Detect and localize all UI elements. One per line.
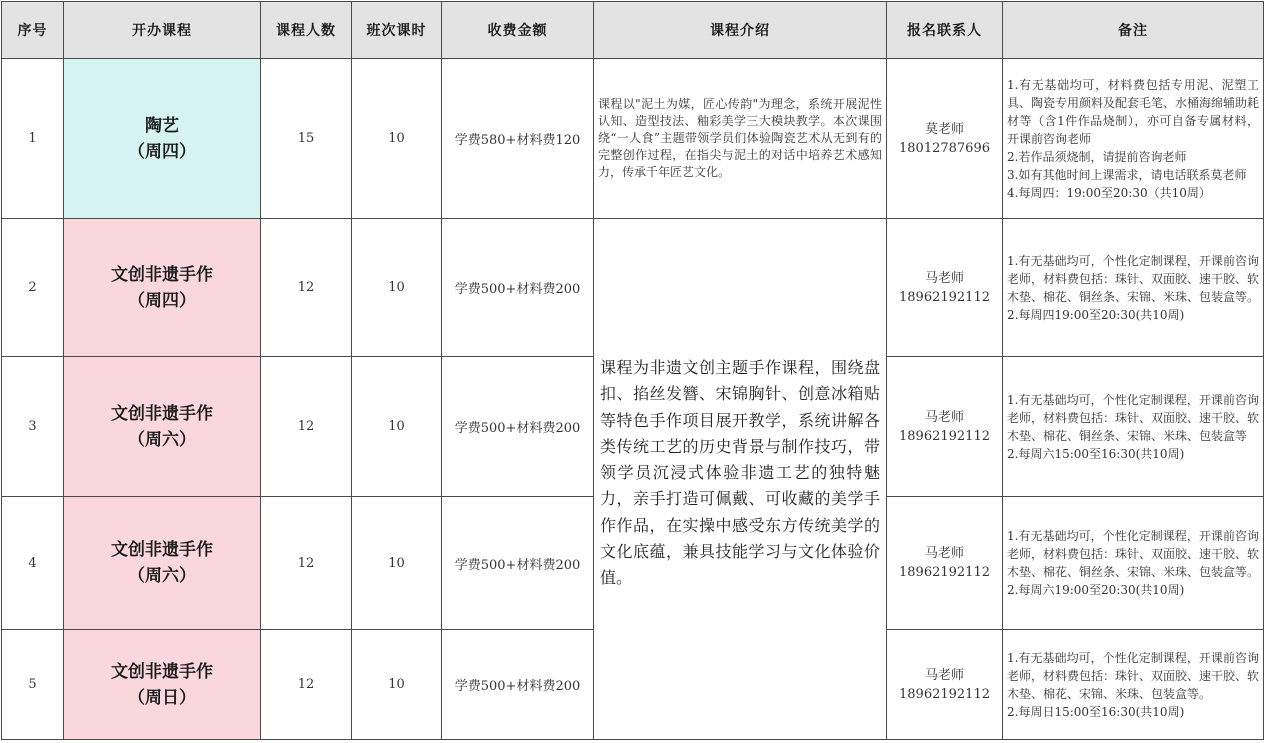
remark-line: 2.每周日15:00至16:30(共10周) xyxy=(1007,704,1185,719)
capacity-cell: 12 xyxy=(261,630,352,740)
remark-line: 1.有无基础均可，材料费包括专用泥、泥塑工具、陶瓷专用颜料及配套毛笔、水桶海绵辅助耗材等（含1件作品烧制），亦可自备专属材料，开课前咨询老师 xyxy=(1007,77,1260,146)
capacity-cell: 15 xyxy=(261,59,352,219)
course-name: 文创非遗手作 xyxy=(111,540,213,560)
remarks-cell xyxy=(1003,59,1264,219)
remark-line: 1.有无基础均可，个性化定制课程，开课前咨询老师，材料费包括：珠针、双面胶、速干胶、软木垫、棉花、铜丝条、宋锦、米珠、包装盒等 xyxy=(1007,392,1260,443)
contact-name: 马老师 xyxy=(924,667,964,683)
header-remarks: 备注 xyxy=(1003,2,1264,59)
course-name: 文创非遗手作 xyxy=(111,264,213,285)
header-contact: 报名联系人 xyxy=(887,2,1003,59)
shared-intro-cell xyxy=(594,219,887,740)
fee-cell: 学费500+材料费200 xyxy=(442,357,594,497)
remarks-cell xyxy=(1003,630,1264,740)
contact-phone: 18962192112 xyxy=(899,428,990,444)
remark-line: 2.每周六19:00至20:30(共10周) xyxy=(1007,583,1185,597)
course-name: 文创非遗手作 xyxy=(111,403,213,424)
shared-intro-text: 课程为非遗文创主题手作课程，围绕盘扣、掐丝发簪、宋锦胸针、创意冰箱贴等特色手作项目展开教学，系统讲解各类传统工艺的历史背景与制作技巧，带领学员沉浸式体验非遗工艺的独特魅力，亲手打造可佩戴、可收藏的美学手作作品，在实操中感受东方传统美学的文化底蕴，兼具技能学习与文化体验价值。 xyxy=(600,358,880,588)
remarks-cell xyxy=(1003,357,1264,497)
header-fee: 收费金额 xyxy=(442,2,594,59)
remark-line: 4.每周四：19:00至20:30（共10周） xyxy=(1007,185,1211,200)
course-day: （周六） xyxy=(128,566,196,586)
contact-phone: 18962192112 xyxy=(899,686,990,702)
remark-line: 2.每周四19:00至20:30(共10周) xyxy=(1007,307,1185,322)
course-day: （周六） xyxy=(128,429,196,450)
course-table xyxy=(1,1,1264,740)
course-name: 文创非遗手作 xyxy=(111,661,213,682)
capacity-cell: 12 xyxy=(261,357,352,497)
fee-cell: 学费500+材料费200 xyxy=(442,630,594,740)
remarks-cell xyxy=(1003,219,1264,357)
header-no: 序号 xyxy=(2,2,64,59)
remark-line: 1.有无基础均可，个性化定制课程，开课前咨询老师，材料费包括：珠针、双面胶、速干胶、软木垫、棉花、铜丝条、宋锦、米珠、包装盒等。 xyxy=(1007,253,1260,304)
contact-cell xyxy=(887,630,1003,740)
hours-cell: 10 xyxy=(352,59,442,219)
fee-cell: 学费500+材料费200 xyxy=(442,497,594,630)
header-row xyxy=(2,2,1264,59)
course-cell xyxy=(64,59,261,219)
contact-cell xyxy=(887,219,1003,357)
remark-line: 3.如有其他时间上课需求，请电话联系莫老师 xyxy=(1007,167,1247,182)
contact-phone: 18962192112 xyxy=(899,565,990,580)
remark-line: 1.有无基础均可，个性化定制课程，开课前咨询老师，材料费包括：珠针、双面胶、速干胶、软木垫、棉花、铜丝条、宋锦、米珠、包装盒等。 xyxy=(1007,529,1260,579)
contact-name: 莫老师 xyxy=(924,121,964,137)
row-number: 4 xyxy=(2,497,64,630)
contact-cell xyxy=(887,59,1003,219)
course-day: （周四） xyxy=(128,290,196,311)
contact-phone: 18012787696 xyxy=(899,140,990,156)
contact-name: 马老师 xyxy=(924,409,964,425)
contact-cell xyxy=(887,357,1003,497)
remarks-cell xyxy=(1003,497,1264,630)
header-intro: 课程介绍 xyxy=(594,2,887,59)
fee-cell: 学费580+材料费120 xyxy=(442,59,594,219)
fee-cell: 学费500+材料费200 xyxy=(442,219,594,357)
remark-line: 2.若作品须烧制，请提前咨询老师 xyxy=(1007,149,1187,164)
course-day: （周日） xyxy=(128,687,196,708)
row-number: 1 xyxy=(2,59,64,219)
course-day: （周四） xyxy=(128,141,196,162)
table-row xyxy=(2,59,1264,219)
remark-line: 2.每周六15:00至16:30(共10周) xyxy=(1007,446,1185,461)
row-number: 5 xyxy=(2,630,64,740)
row-number: 2 xyxy=(2,219,64,357)
hours-cell: 10 xyxy=(352,630,442,740)
remark-line: 1.有无基础均可，个性化定制课程，开课前咨询老师，材料费包括：珠针、双面胶、速干胶、软木垫、棉花、宋锦、米珠、包装盒等。 xyxy=(1007,650,1260,701)
course-cell xyxy=(64,497,261,630)
intro-text: 课程以"泥土为媒，匠心传韵"为理念，系统开展泥性认知、造型技法、釉彩美学三大模块教学。本次课围绕“一人食”主题带领学员们体验陶瓷艺术从无到有的完整创作过程，在指尖与泥土的对话中培养艺术感知力，传承千年匠艺文化。 xyxy=(598,97,882,179)
contact-name: 马老师 xyxy=(924,270,964,286)
table-row xyxy=(2,219,1264,357)
contact-phone: 18962192112 xyxy=(899,289,990,305)
header-hours: 班次课时 xyxy=(352,2,442,59)
capacity-cell: 12 xyxy=(261,497,352,630)
contact-name: 马老师 xyxy=(924,546,964,561)
hours-cell: 10 xyxy=(352,357,442,497)
hours-cell: 10 xyxy=(352,497,442,630)
course-cell xyxy=(64,219,261,357)
contact-cell xyxy=(887,497,1003,630)
hours-cell: 10 xyxy=(352,219,442,357)
header-course: 开办课程 xyxy=(64,2,261,59)
header-capacity: 课程人数 xyxy=(261,2,352,59)
course-cell xyxy=(64,630,261,740)
course-name: 陶艺 xyxy=(145,115,179,136)
intro-cell xyxy=(594,59,887,219)
course-cell xyxy=(64,357,261,497)
row-number: 3 xyxy=(2,357,64,497)
capacity-cell: 12 xyxy=(261,219,352,357)
